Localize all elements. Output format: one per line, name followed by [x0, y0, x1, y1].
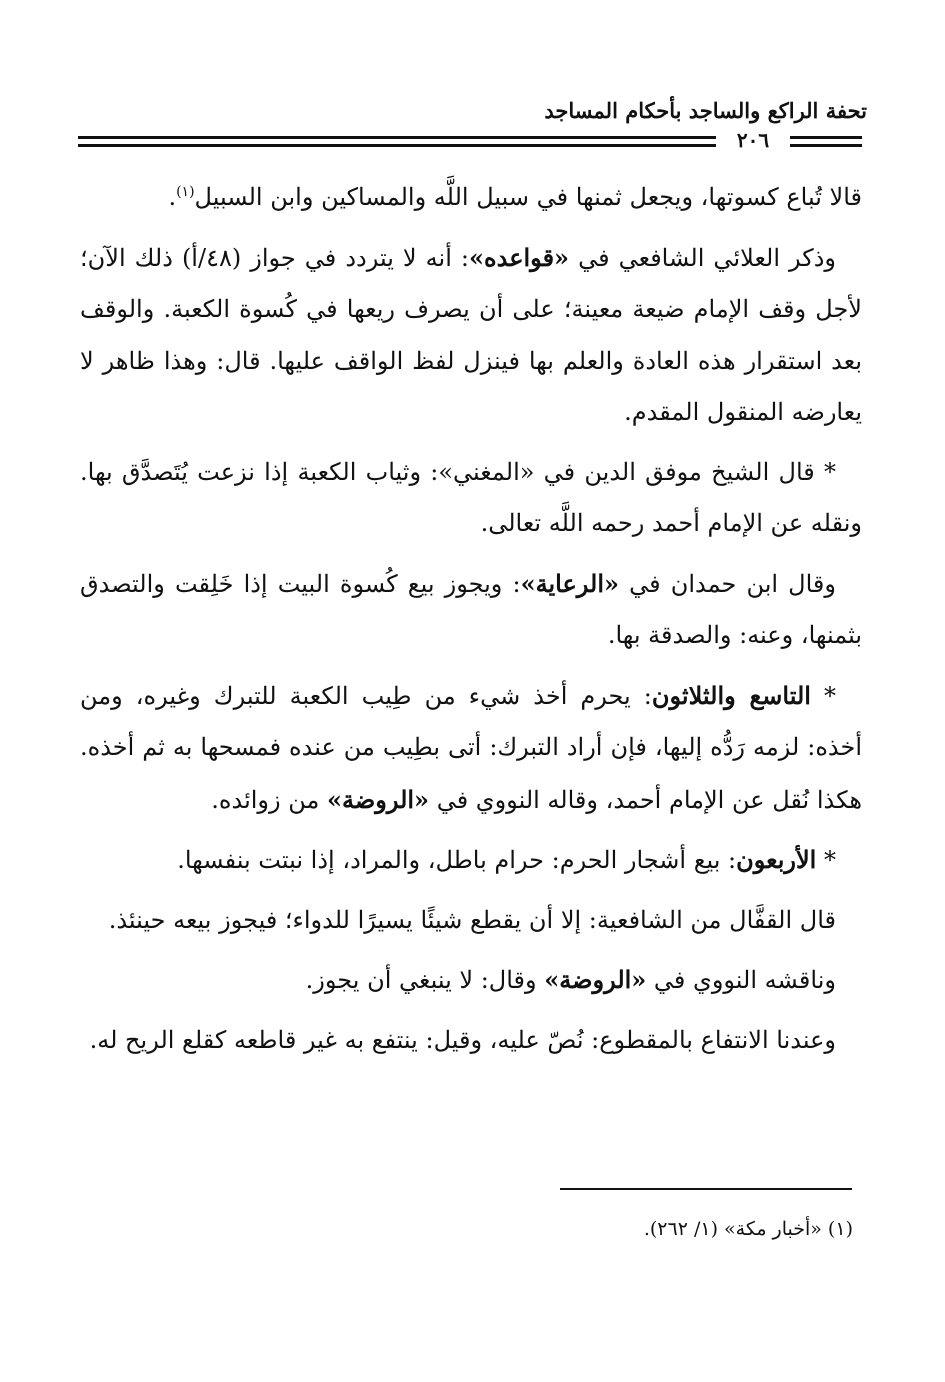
paragraph [80, 1015, 862, 1067]
text-run: * [816, 846, 836, 874]
bold-term: «الروضة» [327, 784, 430, 814]
text-run: وناقشه النووي في [646, 966, 836, 994]
header-rule [790, 136, 862, 139]
footnote-ref: (١) [176, 184, 195, 200]
main-text [80, 172, 862, 1074]
page-number: ٢٠٦ [736, 128, 770, 152]
text-run: . [168, 183, 177, 211]
paragraph [80, 447, 862, 550]
text-run: قالا تُباع كسوتها، ويجعل ثمنها في سبيل اللَّه والمساكين وابن السبيل [194, 183, 862, 211]
paragraph [80, 895, 862, 947]
footnote: (١) «أخبار مكة» (١/ ٢٦٢). [643, 1218, 853, 1240]
text-run: وقال: لا ينبغي أن يجوز. [305, 966, 545, 994]
text-run: : بيع أشجار الحرم: حرام باطل، والمراد، إذا نبتت بنفسها. [177, 846, 737, 874]
paragraph [80, 232, 862, 439]
bold-term: الأربعون [736, 845, 817, 874]
text-run: : أنه لا يتردد في جواز (٤٨/أ) ذلك الآن؛ لأجل وقف الإمام ضيعة معينة؛ على أن يصرف ريعها في كُسوة الكعبة. والوقف بعد استقرار هذه العادة والعلم بها فينزل لفظ الواقف عليها. قال: وهذا ظاهر لا يعارضه المنقول المقدم. [80, 243, 862, 426]
text-run: وذكر العلائي الشافعي في [569, 243, 836, 272]
footnote-rule [560, 1188, 852, 1190]
text-run: * قال الشيخ موفق الدين في «المغني»: وثياب الكعبة إذا نزعت يُتَصدَّق بها. ونقله عن الإمام أحمد رحمه اللَّه تعالى. [80, 457, 862, 537]
bold-term: «قواعده» [469, 242, 570, 272]
paragraph [80, 670, 862, 827]
paragraph [80, 172, 862, 224]
running-header-title: تحفة الراكع والساجد بأحكام المساجد [544, 98, 867, 123]
text-run: قال القفَّال من الشافعية: إلا أن يقطع شيئًا يسيرًا للدواء؛ فيجوز بيعه حينئذ. [108, 905, 836, 934]
text-run: وقال ابن حمدان في [619, 569, 836, 598]
text-run: * [810, 681, 837, 710]
paragraph [80, 558, 862, 662]
paragraph [80, 954, 862, 1007]
text-run: وعندنا الانتفاع بالمقطوع: نُصّ عليه، وقيل: ينتفع به غير قاطعه كقلع الريح له. [89, 1025, 836, 1054]
bold-term: «الرعاية» [520, 568, 619, 598]
paragraph [80, 834, 862, 887]
header-rule [78, 136, 716, 139]
text-run: : ويجوز بيع كُسوة البيت إذا خَلِقت والتصدق بثمنها، وعنه: والصدقة بها. [80, 569, 862, 649]
bold-term: التاسع والثلاثون [651, 680, 811, 710]
header-rule [78, 144, 716, 147]
text-run: : يحرم أخذ شيء من طِيب الكعبة للتبرك وغيره، ومن أخذه: لزمه رَدُّه إليها، فإن أراد التبرك: أتى بطِيب من عنده فمسحها به ثم أخذه. هكذا نُقل عن الإمام أحمد، وقاله النووي في [80, 681, 862, 814]
header-rule [790, 144, 862, 147]
bold-term: «الروضة» [544, 965, 647, 994]
text-run: من زوائده. [211, 785, 327, 814]
